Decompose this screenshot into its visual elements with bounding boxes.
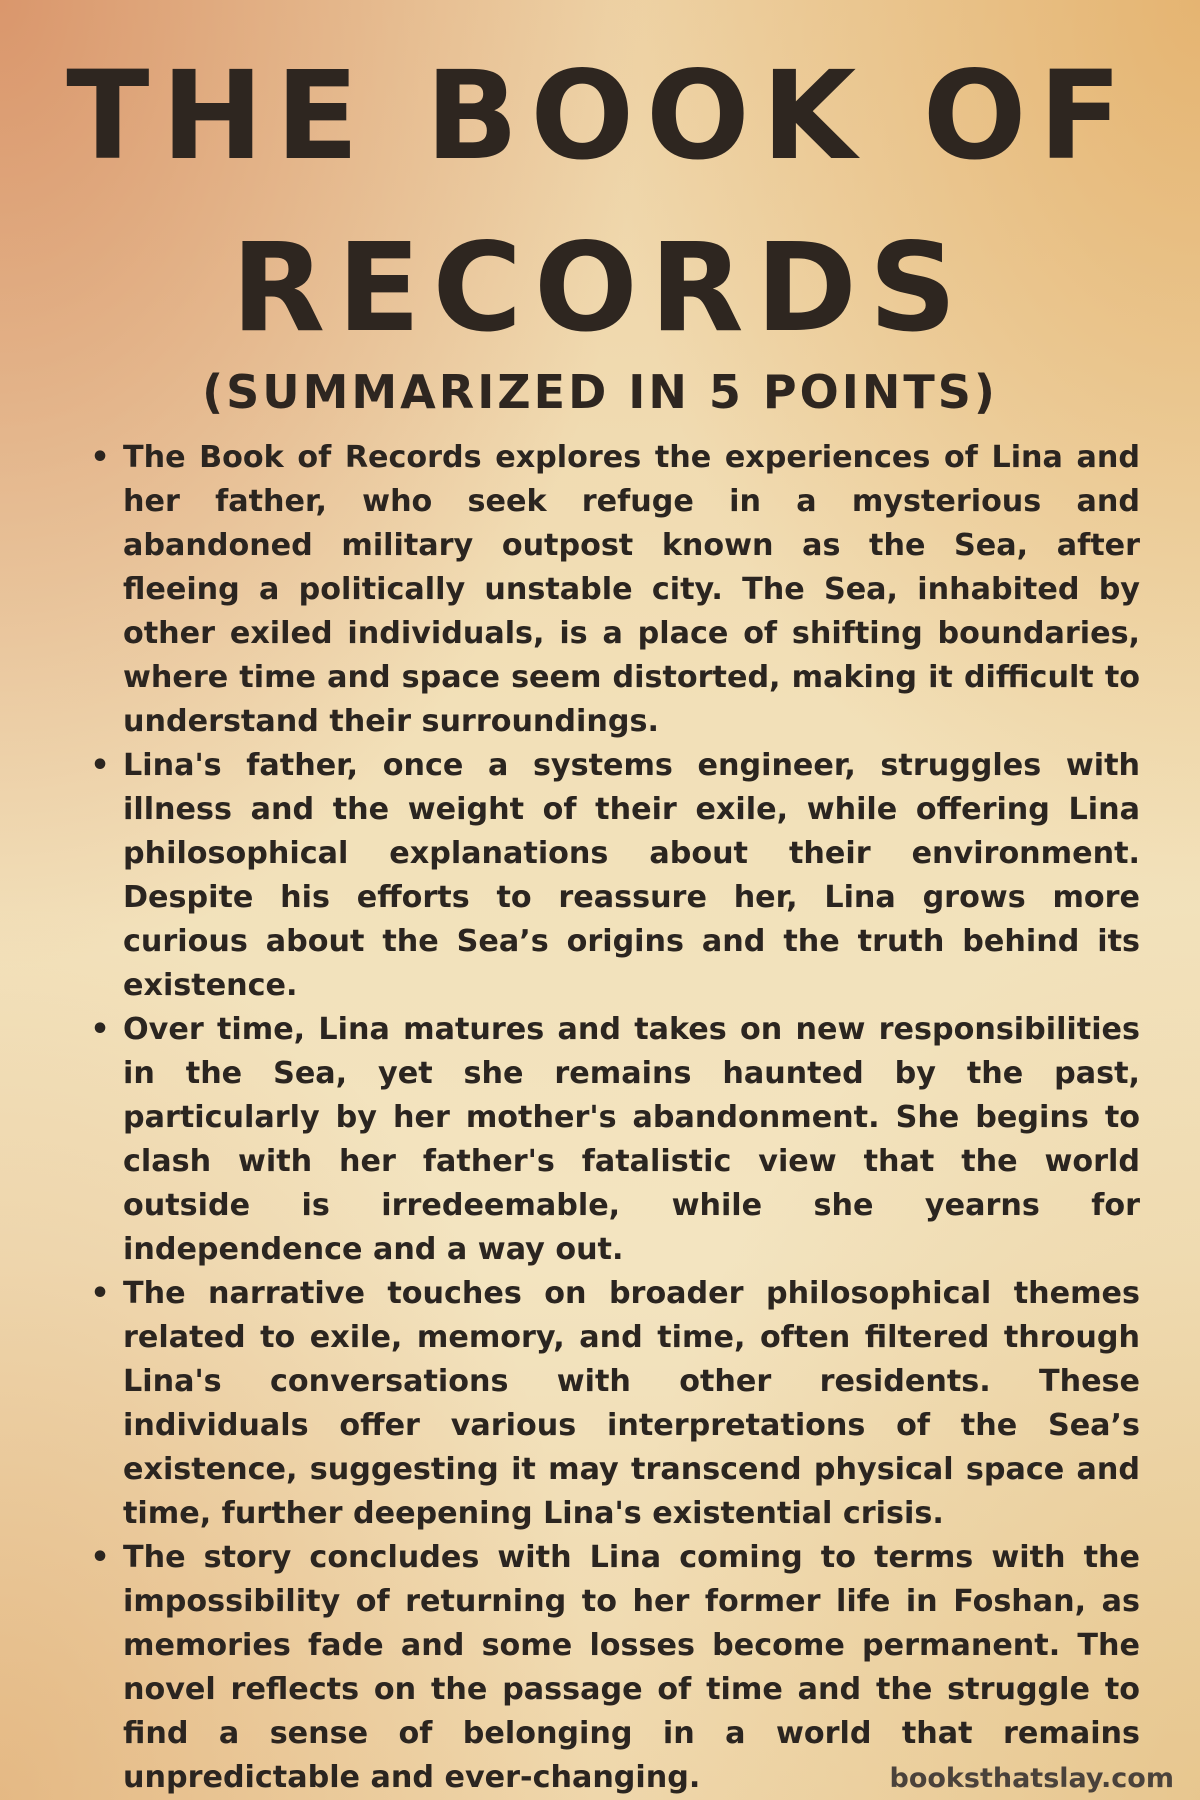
summary-points-list: [90, 436, 1140, 1800]
summary-point: [90, 1008, 1140, 1272]
summary-point: [90, 1536, 1140, 1800]
book-title-line-2: RECORDS: [231, 217, 969, 359]
summary-point: [90, 744, 1140, 1008]
summary-point: [90, 1272, 1140, 1536]
summary-point-text: The narrative touches on broader philosophical themes related to exile, memory, and time, often filtered through Lina's conversations with other residents. These individuals offer various interpretations of the Sea’s existence, suggesting it may transcend physical space and time, further deepening Lina's existential crisis.: [123, 1276, 1140, 1531]
bullet-icon: •: [90, 1276, 110, 1311]
bullet-icon: •: [90, 1540, 110, 1575]
summary-point: [90, 436, 1140, 744]
subtitle: (SUMMARIZED IN 5 POINTS): [202, 365, 998, 419]
website-footer: booksthatslay.com: [889, 1763, 1174, 1794]
summary-point-text: The story concludes with Lina coming to terms with the impossibility of returning to her former life in Foshan, as memories fade and some losses become permanent. The novel reflects on the passage of time and the struggle to find a sense of belonging in a world that remains unpredictable and ever-changing.: [123, 1540, 1140, 1795]
bullet-icon: •: [90, 440, 110, 475]
summary-point-text: Over time, Lina matures and takes on new responsibilities in the Sea, yet she remains haunted by the past, particularly by her mother's abandonment. She begins to clash with her father's fatalistic view that the world outside is irredeemable, while she yearns for independence and a way out.: [123, 1012, 1140, 1267]
book-title: [0, 30, 1200, 374]
bullet-icon: •: [90, 1012, 110, 1047]
summary-point-text: The Book of Records explores the experiences of Lina and her father, who seek refuge in a mysterious and abandoned military outpost known as the Sea, after fleeing a politically unstable city. The Sea, inhabited by other exiled individuals, is a place of shifting boundaries, where time and space seem distorted, making it difficult to understand their surroundings.: [123, 440, 1140, 739]
bullet-icon: •: [90, 748, 110, 783]
summary-point-text: Lina's father, once a systems engineer, struggles with illness and the weight of their exile, while offering Lina philosophical explanations about their environment. Despite his efforts to reassure her, Lina grows more curious about the Sea’s origins and the truth behind its existence.: [123, 748, 1140, 1003]
book-title-line-1: THE BOOK OF: [66, 45, 1134, 187]
